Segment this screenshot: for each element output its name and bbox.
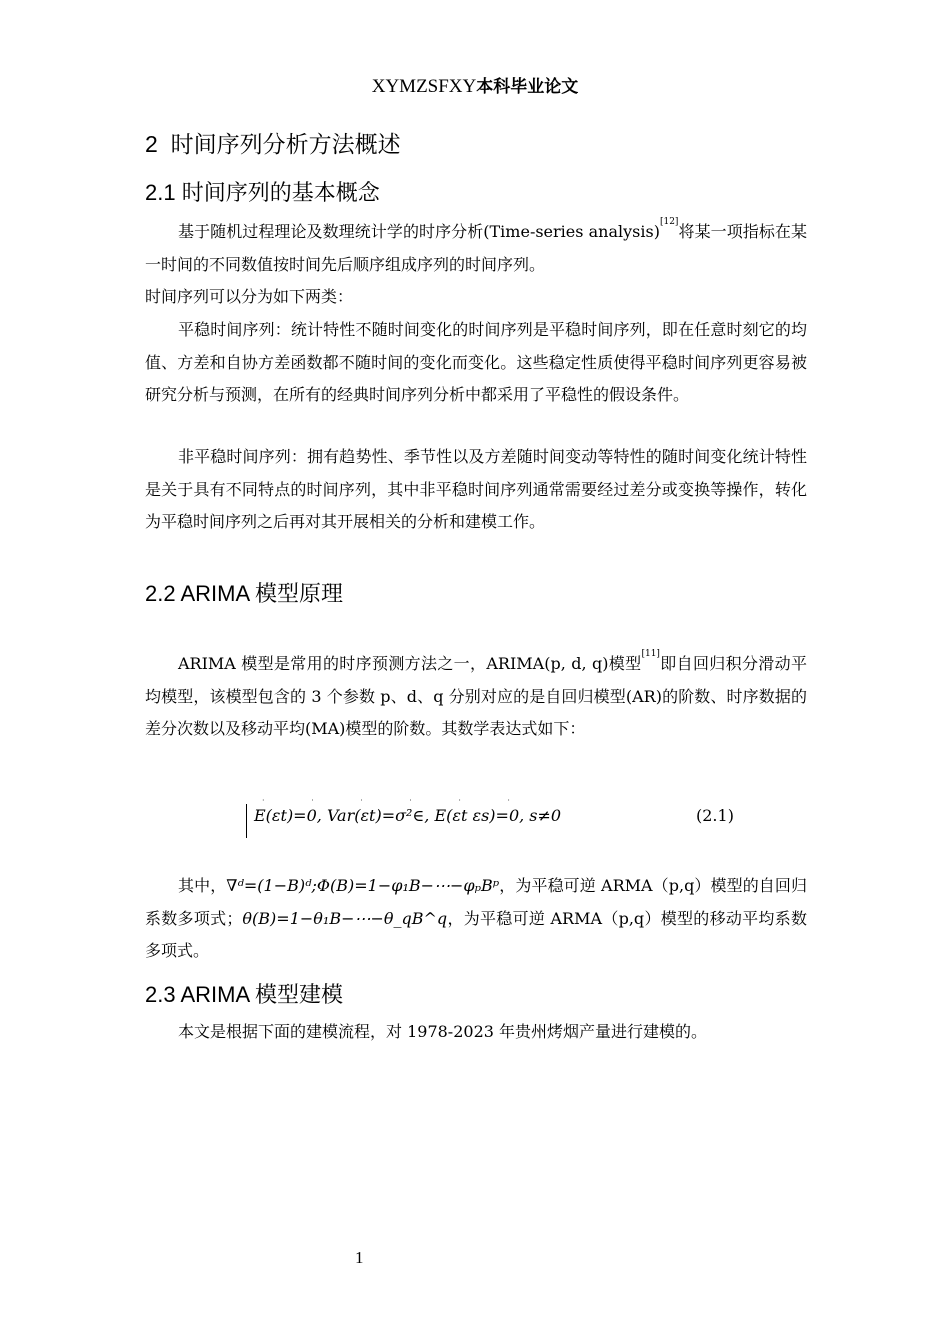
- header-latin: XYMZSFXY: [371, 76, 477, 97]
- equation-dots: · · · · · ·: [262, 796, 532, 805]
- paragraph: 平稳时间序列：统计特性不随时间变化的时间序列是平稳时间序列，即在任意时刻它的均值、方差和自协方差函数都不随时间的变化而变化。这些稳定性质使得平稳时间序列更容易被研究分析与预测，在所有的经典时间序列分析中都采用了平稳性的假设条件。: [145, 320, 807, 404]
- citation-ref: [12]: [659, 217, 679, 227]
- paragraph-text: 基于随机过程理论及数理统计学的时序分析(Time-series analysis): [178, 222, 660, 241]
- paragraph-text: 将某一项指标在某一时间的不同数值按时间先后顺序组成序列的时间序列。: [145, 222, 807, 274]
- formula-inline: θ(B)=1−θ₁B−⋯−θ_qB^q: [242, 908, 448, 928]
- page-number: 1: [355, 1248, 364, 1267]
- section-title-2-2: 2.2 ARIMA 模型原理: [145, 581, 344, 606]
- paragraph-text: 其中，: [178, 876, 227, 895]
- section-title-2-3: 2.3 ARIMA 模型建模: [145, 982, 344, 1007]
- paragraph: [145, 216, 807, 281]
- paragraph-text: ARIMA 模型是常用的时序预测方法之一，ARIMA(p, d, q)模型: [178, 654, 642, 673]
- paragraph: [145, 870, 807, 968]
- paragraph-text: 即自回归积分滑动平均模型，该模型包含的 3 个参数 p、d、q 分别对应的是自回归模型(AR)的阶数、时序数据的差分次数以及移动平均(MA)模型的阶数。其数学表达式如下：: [145, 654, 807, 738]
- citation-ref: [11]: [641, 649, 660, 659]
- header-cjk: 本科毕业论文: [476, 77, 579, 97]
- paragraph: 时间序列可以分为如下两类：: [145, 287, 354, 306]
- formula-inline: ∇ᵈ=(1−B)ᵈ;Φ(B)=1−φ₁B−⋯−φₚBᵖ: [226, 876, 500, 895]
- equation-number: (2.1): [696, 806, 734, 825]
- paragraph: 非平稳时间序列：拥有趋势性、季节性以及方差随时间变动等特性的随时间变化统计特性是关于具有不同特点的时间序列，其中非平稳时间序列通常需要经过差分或变换等操作，转化为平稳时间序列之后再对其开展相关的分析和建模工作。: [145, 447, 807, 531]
- paragraph-text: ，为平稳可逆 ARMA（p,q）模型的移动平均系数多项式。: [145, 908, 807, 960]
- running-header: [0, 72, 950, 98]
- equation-text: E(εt)=0, Var(εt)=σ²∈, E(εt εs)=0, s≠0: [254, 806, 562, 825]
- section-title-2-1: 2.1 时间序列的基本概念: [145, 180, 380, 205]
- paragraph: [145, 648, 807, 746]
- paragraph: 本文是根据下面的建模流程，对 1978-2023 年贵州烤烟产量进行建模的。: [178, 1022, 708, 1041]
- equation-2-1: [246, 806, 561, 825]
- chapter-title: 2 时间序列分析方法概述: [145, 131, 401, 157]
- paragraph-text: ，为平稳可逆 ARMA（p,q）模型的自回归系数多项式；: [145, 876, 807, 928]
